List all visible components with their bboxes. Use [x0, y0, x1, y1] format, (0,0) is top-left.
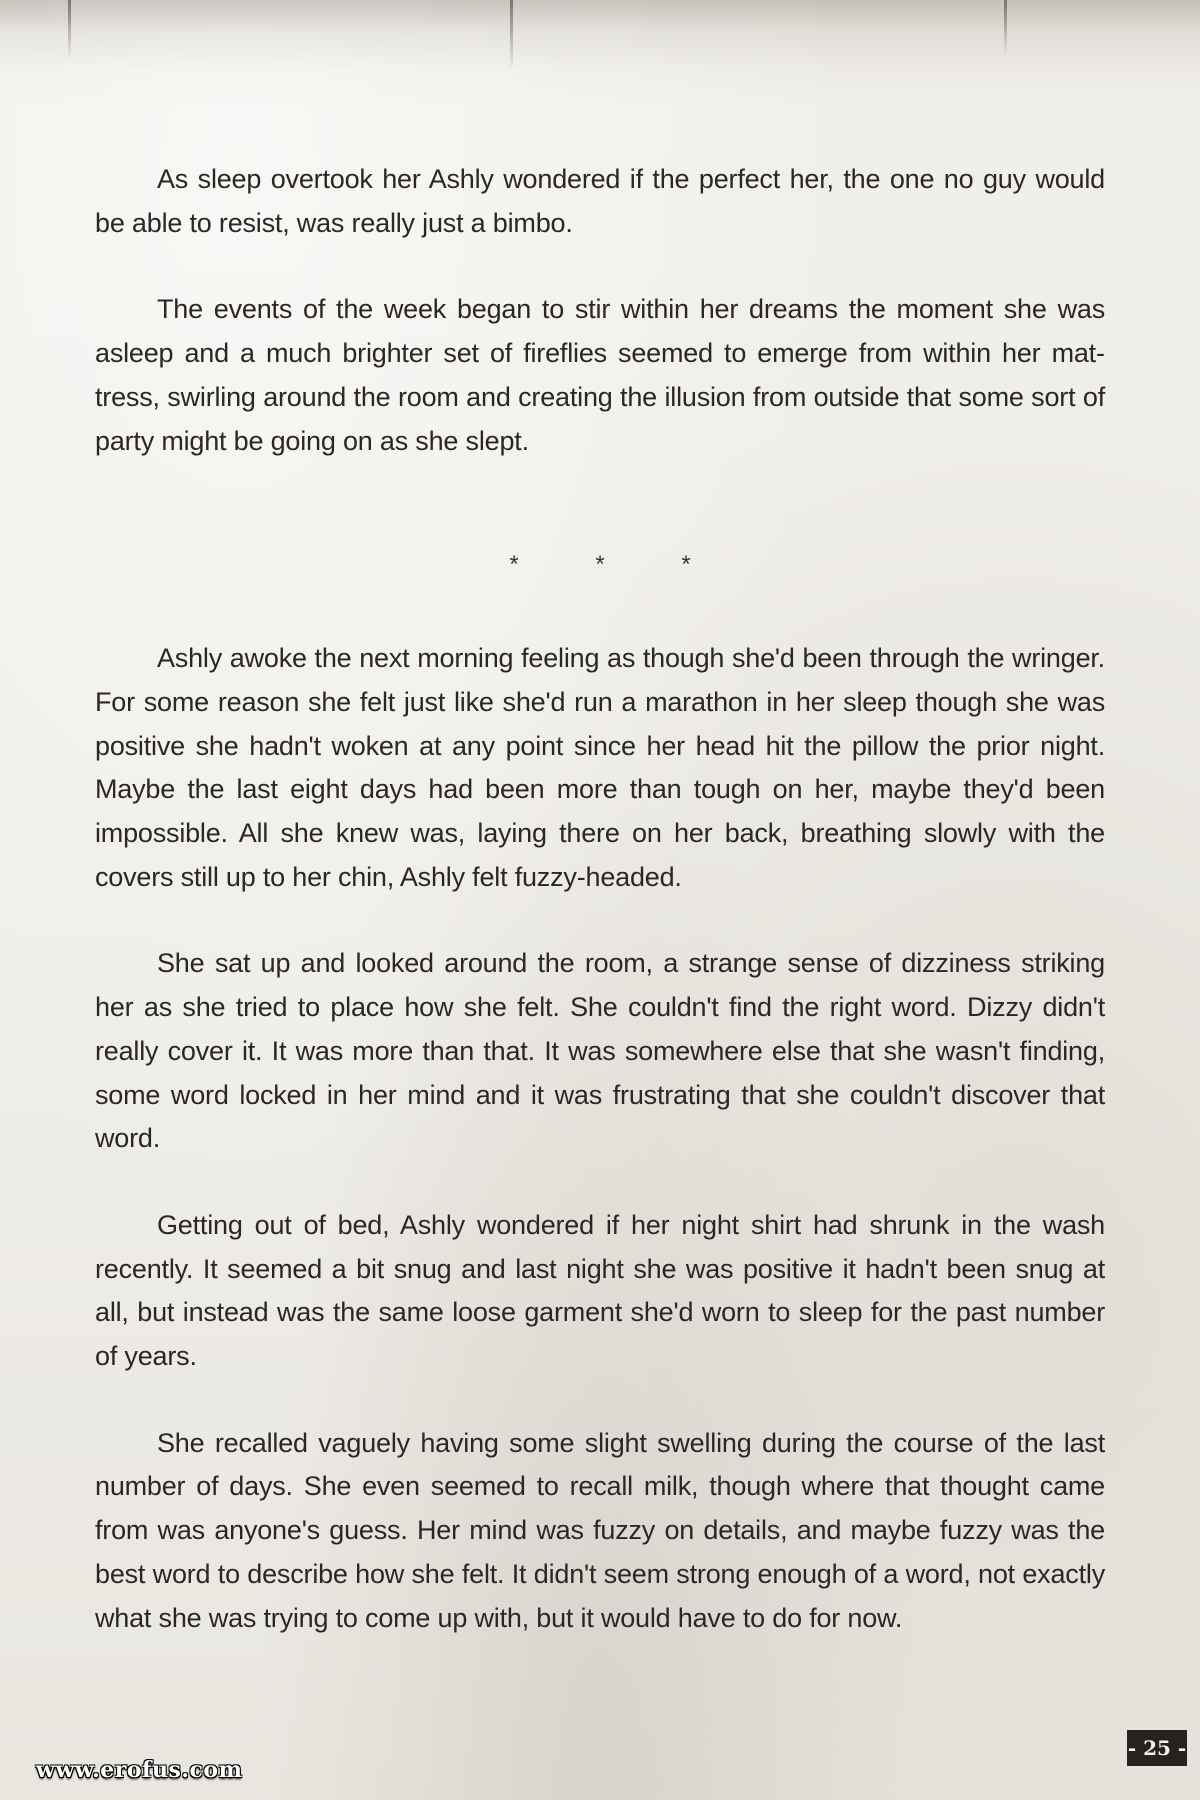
scene-break-asterisk: * [595, 551, 605, 579]
paragraph: The events of the week began to stir within her dreams the moment she was asleep and a much brighter set of fireflies seemed to emerge from within her mattress, swirling around the room and creating the illusion from outside that some sort of party might be going on as she slept. [95, 294, 1105, 456]
paragraph: She sat up and looked around the room, a strange sense of dizziness striking her as she tried to place how she felt. She couldn't find the right word. Dizzy didn't really cover it. It was more than that. It was somewhere else that she wasn't finding, some word locked in her mind and it was frustrating that she couldn't discover that word. [95, 948, 1105, 1154]
page-number-badge: - 25 - [1127, 1730, 1187, 1766]
paragraph: Ashly awoke the next morning feeling as though she'd been through the wringer. For some reason she felt just like she'd run a marathon in her sleep though she was positive she hadn't woken at any point since her head hit the pillow the prior night. Maybe the last eight days had been more than tough on her, maybe they'd been impossible. All she knew was, laying there on her back, breathing slowly with the covers still up to her chin, Ashly felt fuzzy-headed. [95, 643, 1105, 892]
story-text [95, 158, 1105, 1640]
paragraph: Getting out of bed, Ashly wondered if her night shirt had shrunk in the wash recently. It seemed a bit snug and last night she was positive it hadn't been snug at all, but instead was the same loose garment she'd worn to sleep for the past number of years. [95, 1209, 1105, 1372]
paragraph: She recalled vaguely having some slight swelling during the course of the last number of days. She even seemed to recall milk, though where that thought came from was anyone's guess. Her mind was fuzzy on details, and maybe fuzzy was the best word to describe how she felt. It didn't seem strong enough of a word, not exactly what she was trying to come up with, but it would have to do for now. [95, 1427, 1105, 1633]
site-watermark: www.erofus.com [36, 1757, 243, 1783]
paper-crease [68, 0, 71, 60]
scene-break-asterisk: * [681, 551, 691, 579]
paper-crease [1004, 0, 1007, 55]
paragraph: As sleep overtook her Ashly wondered if the perfect her, the one no guy would be able to resist, was really just a bimbo. [95, 164, 1105, 238]
page-top-edge [0, 0, 1200, 70]
scene-break [95, 545, 1105, 585]
paper-crease [510, 0, 513, 70]
scene-break-asterisk: * [509, 551, 519, 579]
